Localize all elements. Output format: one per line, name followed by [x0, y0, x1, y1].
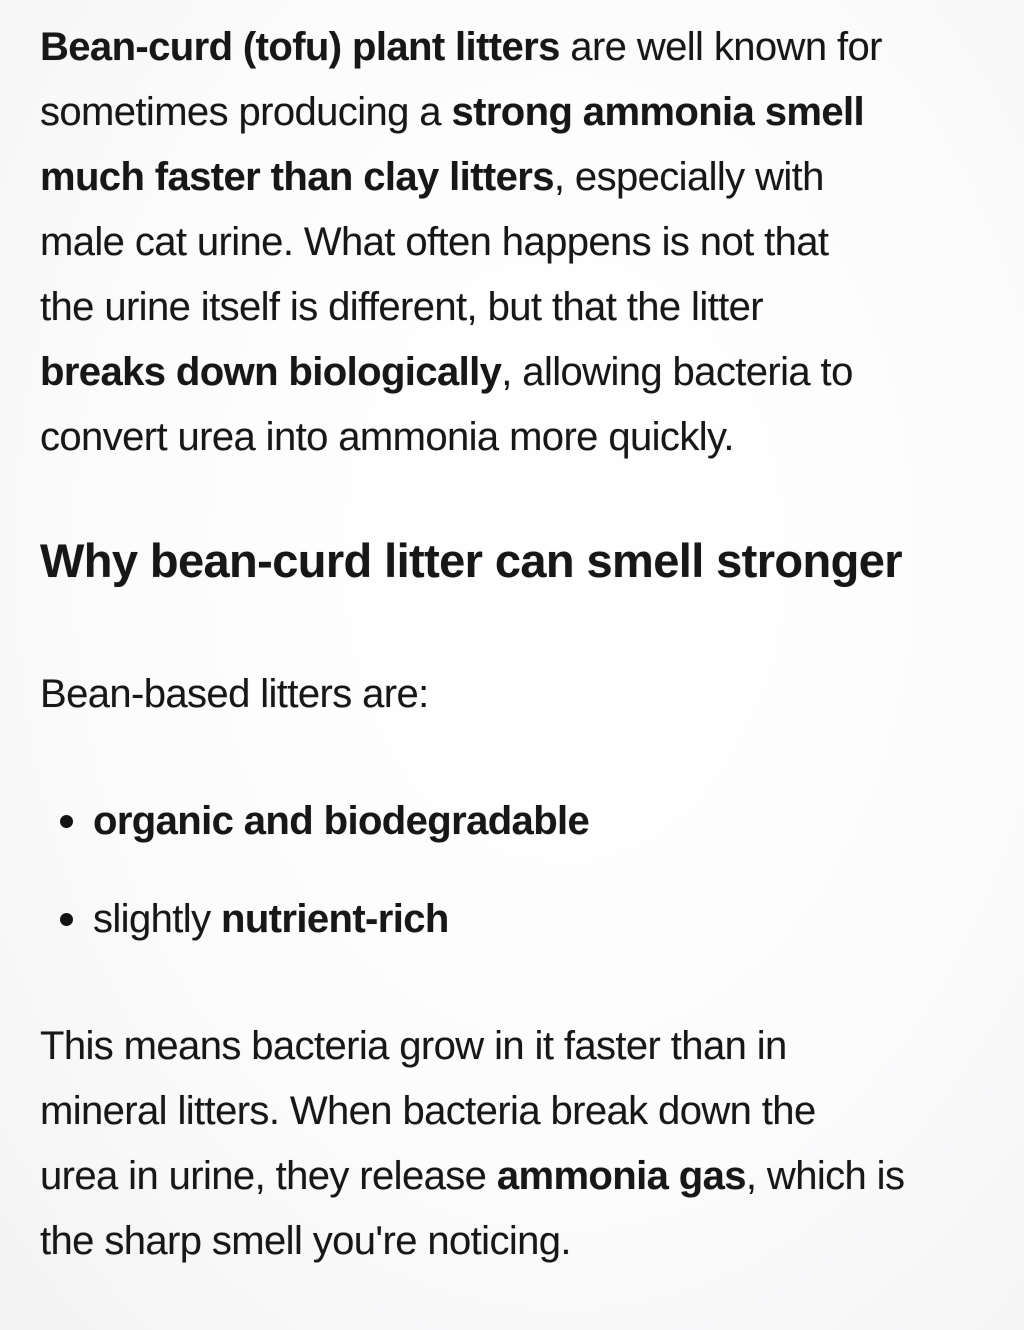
list-item — [40, 789, 986, 854]
bullet-dot — [60, 913, 73, 926]
text-line — [40, 145, 986, 210]
list-item-text — [93, 887, 986, 952]
text-segment: mineral litters. When bacteria break down the — [40, 1089, 816, 1133]
text-segment: slightly — [93, 897, 221, 941]
text-segment: convert urea into ammonia more quickly. — [40, 415, 734, 459]
list-item — [40, 887, 986, 952]
bullet-dot — [60, 815, 73, 828]
text-line — [40, 1079, 986, 1144]
text-line — [40, 1014, 986, 1079]
text-line — [40, 405, 986, 470]
text-segment: Bean-based litters are: — [40, 672, 429, 716]
text-segment: urea in urine, they release — [40, 1154, 497, 1198]
bold-text-segment: breaks down biologically — [40, 350, 502, 394]
text-segment: , especially with — [553, 155, 824, 199]
text-segment: the sharp smell you're noticing. — [40, 1219, 571, 1263]
bold-text-segment: Bean-curd (tofu) plant litters — [40, 25, 560, 69]
text-segment: , which is — [745, 1154, 905, 1198]
text-line — [40, 210, 986, 275]
text-segment: This means bacteria grow in it faster than in — [40, 1024, 787, 1068]
bold-text-segment: strong ammonia smell — [451, 90, 865, 134]
conclusion-paragraph — [40, 1014, 986, 1274]
list-lead-paragraph — [40, 662, 986, 727]
bold-text-segment: organic and biodegradable — [93, 799, 590, 843]
text-line — [40, 662, 986, 727]
text-segment: male cat urine. What often happens is not that — [40, 220, 829, 264]
section-heading: Why bean-curd litter can smell stronger — [40, 534, 902, 587]
text-line — [40, 80, 986, 145]
text-line — [40, 15, 986, 80]
text-segment: , allowing bacteria to — [501, 350, 853, 394]
bold-text-segment: nutrient-rich — [220, 897, 449, 941]
text-line — [40, 1209, 986, 1274]
text-segment: the urine itself is different, but that the litter — [40, 285, 764, 329]
text-segment: are well known for — [559, 25, 882, 69]
article-body — [40, 15, 986, 1274]
intro-paragraph — [40, 15, 986, 470]
text-line — [40, 1144, 986, 1209]
bold-text-segment: ammonia gas — [496, 1154, 746, 1198]
text-segment: sometimes producing a — [40, 90, 452, 134]
list-item-text — [93, 789, 986, 854]
text-line — [40, 340, 986, 405]
text-line — [40, 275, 986, 340]
properties-bullet-list — [40, 789, 986, 952]
bold-text-segment: much faster than clay litters — [40, 155, 554, 199]
